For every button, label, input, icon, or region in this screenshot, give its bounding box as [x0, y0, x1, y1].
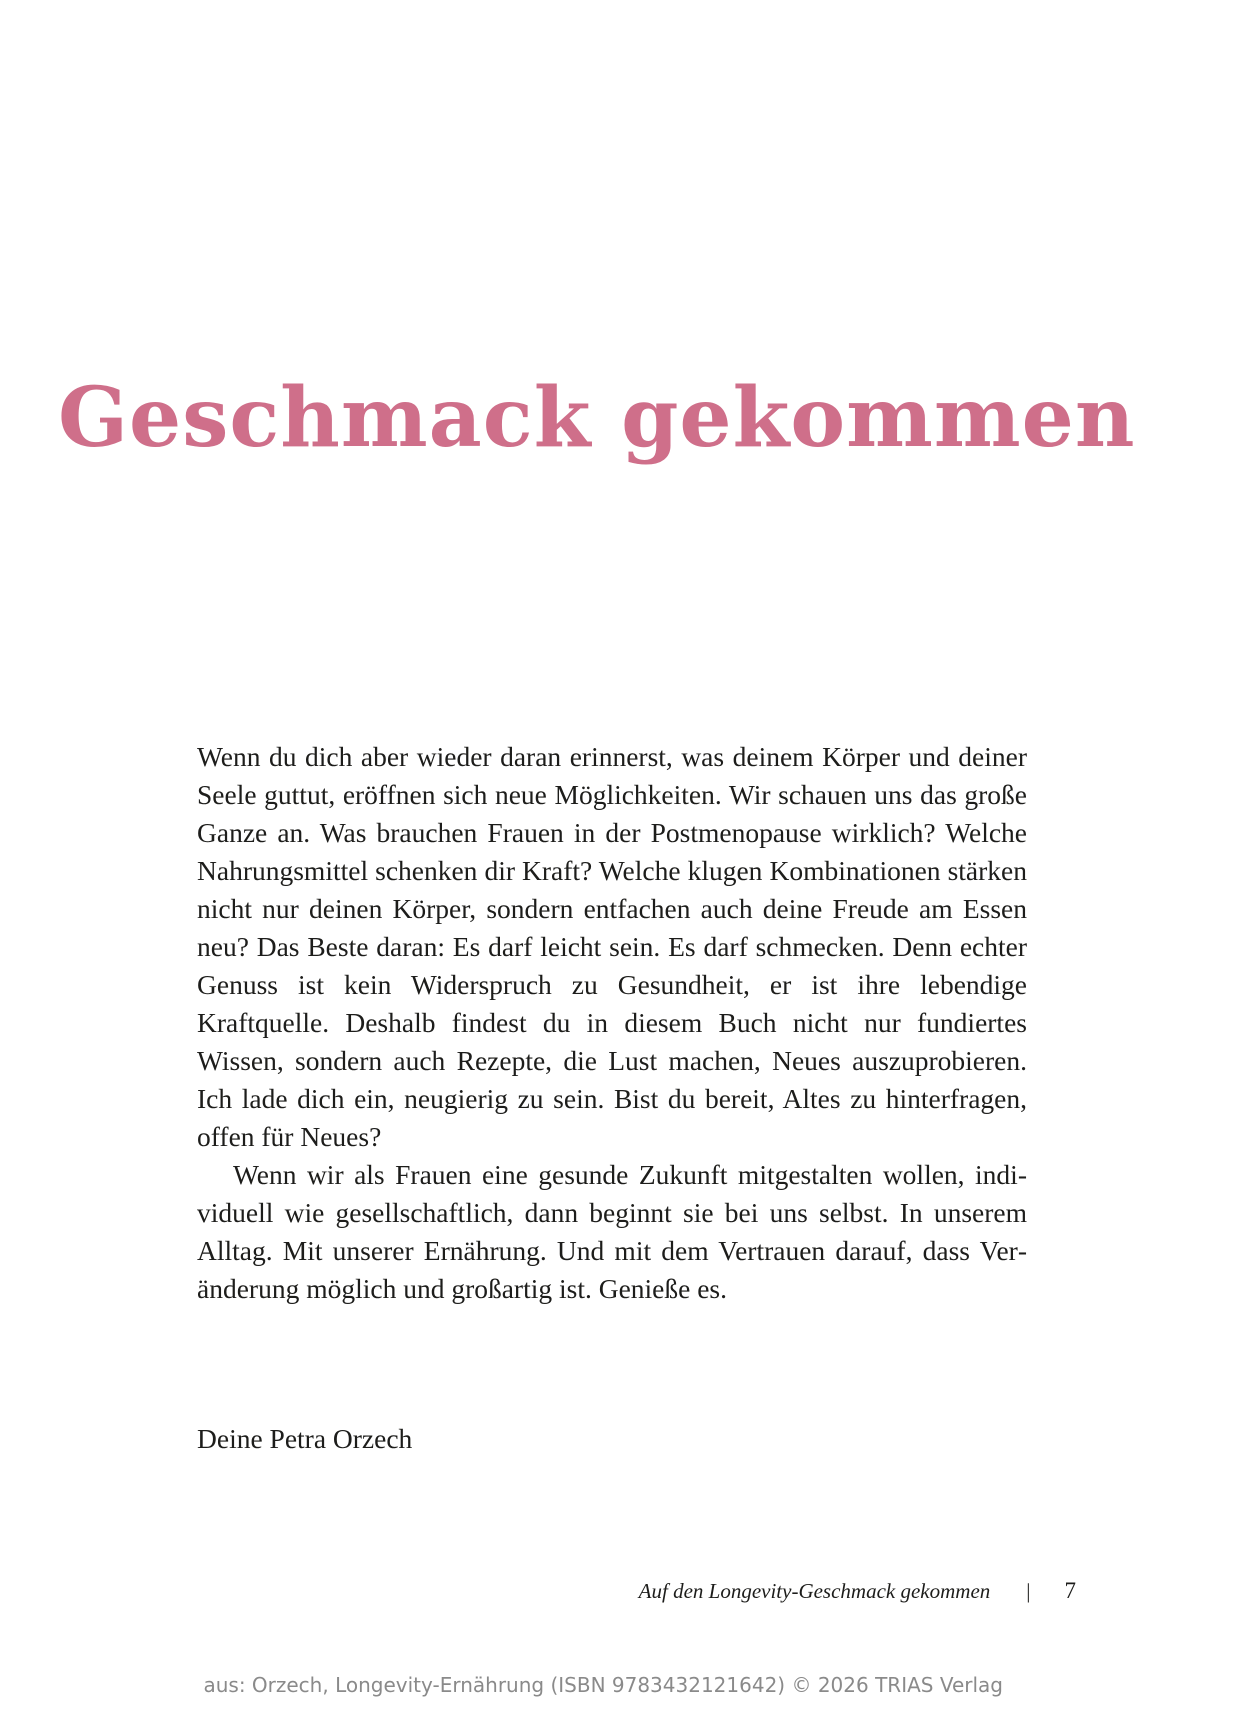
- running-title: Auf den Longevity-Geschmack gekommen: [638, 1579, 991, 1603]
- signature: Deine Petra Orzech: [197, 1423, 413, 1454]
- page-footer: [639, 1578, 1076, 1604]
- footer-separator: |: [1026, 1579, 1031, 1603]
- body-text: [197, 738, 1027, 1308]
- copyright-notice: aus: Orzech, Longevity-Ernährung (ISBN 9783432121642) © 2026 TRIAS Verlag: [203, 1673, 1003, 1697]
- paragraph-1: Wenn du dich aber wieder daran erinnerst, was deinem Körper und deiner Seele guttut, eröffnen sich neue Möglichkeiten. Wir schauen uns das große Ganze an. Was brauchen Frauen in der Postmenopause wirklich? Welche Nahrungsmittel schenken dir Kraft? Welche klugen Kombinationen stärken nicht nur deinen Körper, sondern entfachen auch deine Freude am Essen neu? Das Beste daran: Es darf leicht sein. Es darf schmecken. Denn echter Genuss ist kein Widerspruch zu Gesundheit, er ist ihre lebendige Kraftquelle. Deshalb findest du in diesem Buch nicht nur fundiertes Wissen, sondern auch Rezepte, die Lust machen, Neues auszuprobieren. Ich lade dich ein, neugierig zu sein. Bist du bereit, Altes zu hinterfragen, offen für Neues?: [197, 741, 1027, 1152]
- chapter-heading: Geschmack gekommen: [58, 370, 1136, 466]
- paragraph-2: Wenn wir als Frauen eine gesunde Zukunft mitgestalten wollen, individuell wie gesellschaftlich, dann beginnt sie bei uns selbst. In unserem Alltag. Mit unserer Ernährung. Und mit dem Vertrauen darauf, dass Veränderung möglich und großartig ist. Genieße es.: [197, 1159, 1027, 1304]
- page-number: 7: [1064, 1578, 1076, 1603]
